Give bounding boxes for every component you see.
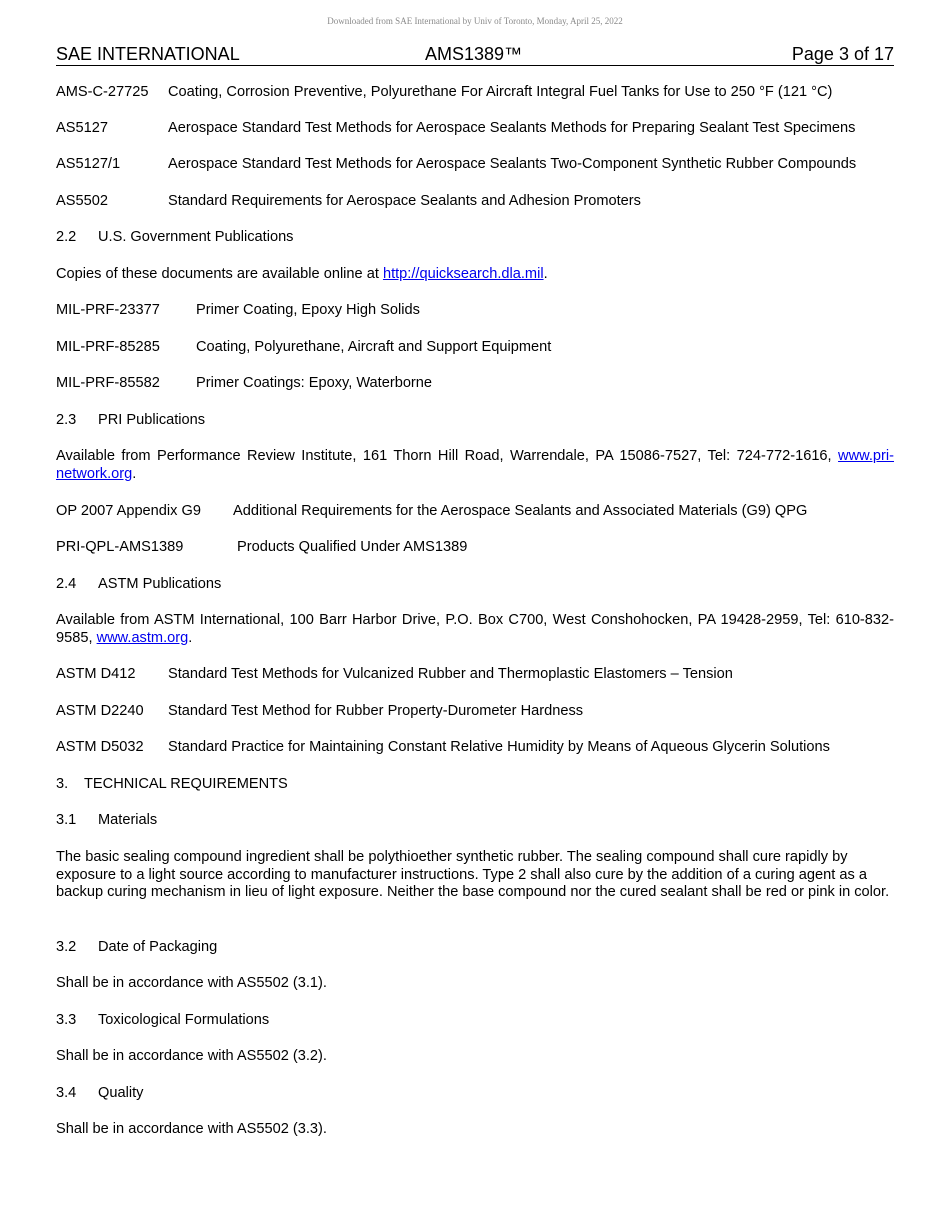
section-body: Shall be in accordance with AS5502 (3.3).	[56, 1121, 327, 1137]
reference-title: Primer Coatings: Epoxy, Waterborne	[196, 375, 433, 391]
reference-code: AS5127	[56, 120, 108, 136]
header-organization: SAE INTERNATIONAL	[56, 44, 240, 64]
reference-title: Standard Practice for Maintaining Constant Relative Humidity by Means of Aqueous Glycerin Solutions	[168, 739, 830, 755]
reference-code: MIL-PRF-23377	[56, 302, 160, 318]
section-number: 2.2	[56, 229, 77, 245]
reference-title: Coating, Corrosion Preventive, Polyurethane For Aircraft Integral Fuel Tanks for Use to 250 °F (121 °C)	[168, 84, 833, 100]
dla-link[interactable]: http://quicksearch.dla.mil	[382, 266, 544, 282]
reference-code: ASTM D2240	[56, 703, 144, 719]
section-number: 3.4	[56, 1085, 77, 1101]
section-body: Shall be in accordance with AS5502 (3.2).	[56, 1048, 327, 1064]
section-title: Date of Packaging	[98, 939, 218, 955]
section-number: 3.3	[56, 1012, 77, 1028]
intro-text: Copies of these documents are available online at	[56, 266, 383, 282]
section-intro	[56, 448, 894, 483]
reference-code: AS5502	[56, 193, 108, 209]
section-number: 3.2	[56, 939, 77, 955]
section-title: ASTM Publications	[98, 576, 222, 592]
reference-title: Primer Coating, Epoxy High Solids	[196, 302, 420, 318]
header-document-id: AMS1389™	[425, 44, 523, 64]
reference-title: Standard Test Method for Rubber Property-Durometer Hardness	[168, 703, 584, 719]
intro-end: .	[188, 629, 193, 646]
reference-code: PRI-QPL-AMS1389	[56, 539, 184, 555]
intro-end: .	[132, 465, 137, 482]
section-title: Materials	[98, 812, 158, 828]
header-page-number: Page 3 of 17	[791, 44, 894, 64]
reference-title: Standard Requirements for Aerospace Sealants and Adhesion Promoters	[168, 193, 641, 209]
intro-text: Available from Performance Review Institute, 161 Thorn Hill Road, Warrendale, PA 15086-7527, Tel: 724-772-1616,	[56, 448, 832, 464]
section-title: Quality	[98, 1085, 144, 1101]
intro-end: .	[543, 266, 548, 282]
reference-title: Standard Test Methods for Vulcanized Rubber and Thermoplastic Elastomers – Tension	[168, 666, 733, 682]
section-title: TECHNICAL REQUIREMENTS	[84, 776, 288, 792]
section-number: 2.4	[56, 576, 77, 592]
section-number: 3.	[56, 776, 69, 792]
intro-text: Available from ASTM International, 100 Barr Harbor Drive, P.O. Box C700, West Conshohocken, PA 19428-2959, Tel: 610-832-9585,	[56, 612, 894, 646]
reference-code: ASTM D5032	[56, 739, 144, 755]
reference-title: Additional Requirements for the Aerospace Sealants and Associated Materials (G9) QPG	[233, 503, 808, 519]
section-number: 3.1	[56, 812, 77, 828]
section-title: PRI Publications	[98, 412, 206, 428]
reference-title: Aerospace Standard Test Methods for Aerospace Sealants Two-Component Synthetic Rubber Compounds	[168, 156, 857, 172]
section-body: The basic sealing compound ingredient shall be polythioether synthetic rubber. The sealing compound shall cure rapidly by exposure to a light source according to manufacturer instructions. Type 2 shall also cure by the addition of a curing agent as a backup curing mechanism in lieu of light exposure. Neither the base compound nor the cured sealant shall be red or pink in color.	[56, 849, 890, 900]
reference-title: Products Qualified Under AMS1389	[237, 539, 468, 555]
pri-network-link[interactable]: www.pri-network.org	[56, 448, 894, 482]
section-title: U.S. Government Publications	[98, 229, 294, 245]
section-intro	[56, 612, 894, 647]
astm-link[interactable]: www.astm.org	[96, 629, 189, 646]
page-header	[56, 43, 894, 66]
section-title: Toxicological Formulations	[98, 1012, 270, 1028]
section-number: 2.3	[56, 412, 77, 428]
reference-code: AS5127/1	[56, 156, 121, 172]
reference-code: AMS-C-27725	[56, 84, 149, 100]
reference-code: OP 2007 Appendix G9	[56, 503, 201, 519]
download-watermark: Downloaded from SAE International by Univ of Toronto, Monday, April 25, 2022	[327, 16, 623, 26]
reference-title: Coating, Polyurethane, Aircraft and Support Equipment	[196, 339, 552, 355]
reference-code: MIL-PRF-85285	[56, 339, 160, 355]
reference-code: MIL-PRF-85582	[56, 375, 160, 391]
section-intro	[56, 266, 548, 282]
reference-code: ASTM D412	[56, 666, 136, 682]
reference-title: Aerospace Standard Test Methods for Aerospace Sealants Methods for Preparing Sealant Test Specimens	[168, 120, 856, 136]
section-body: Shall be in accordance with AS5502 (3.1).	[56, 975, 327, 991]
